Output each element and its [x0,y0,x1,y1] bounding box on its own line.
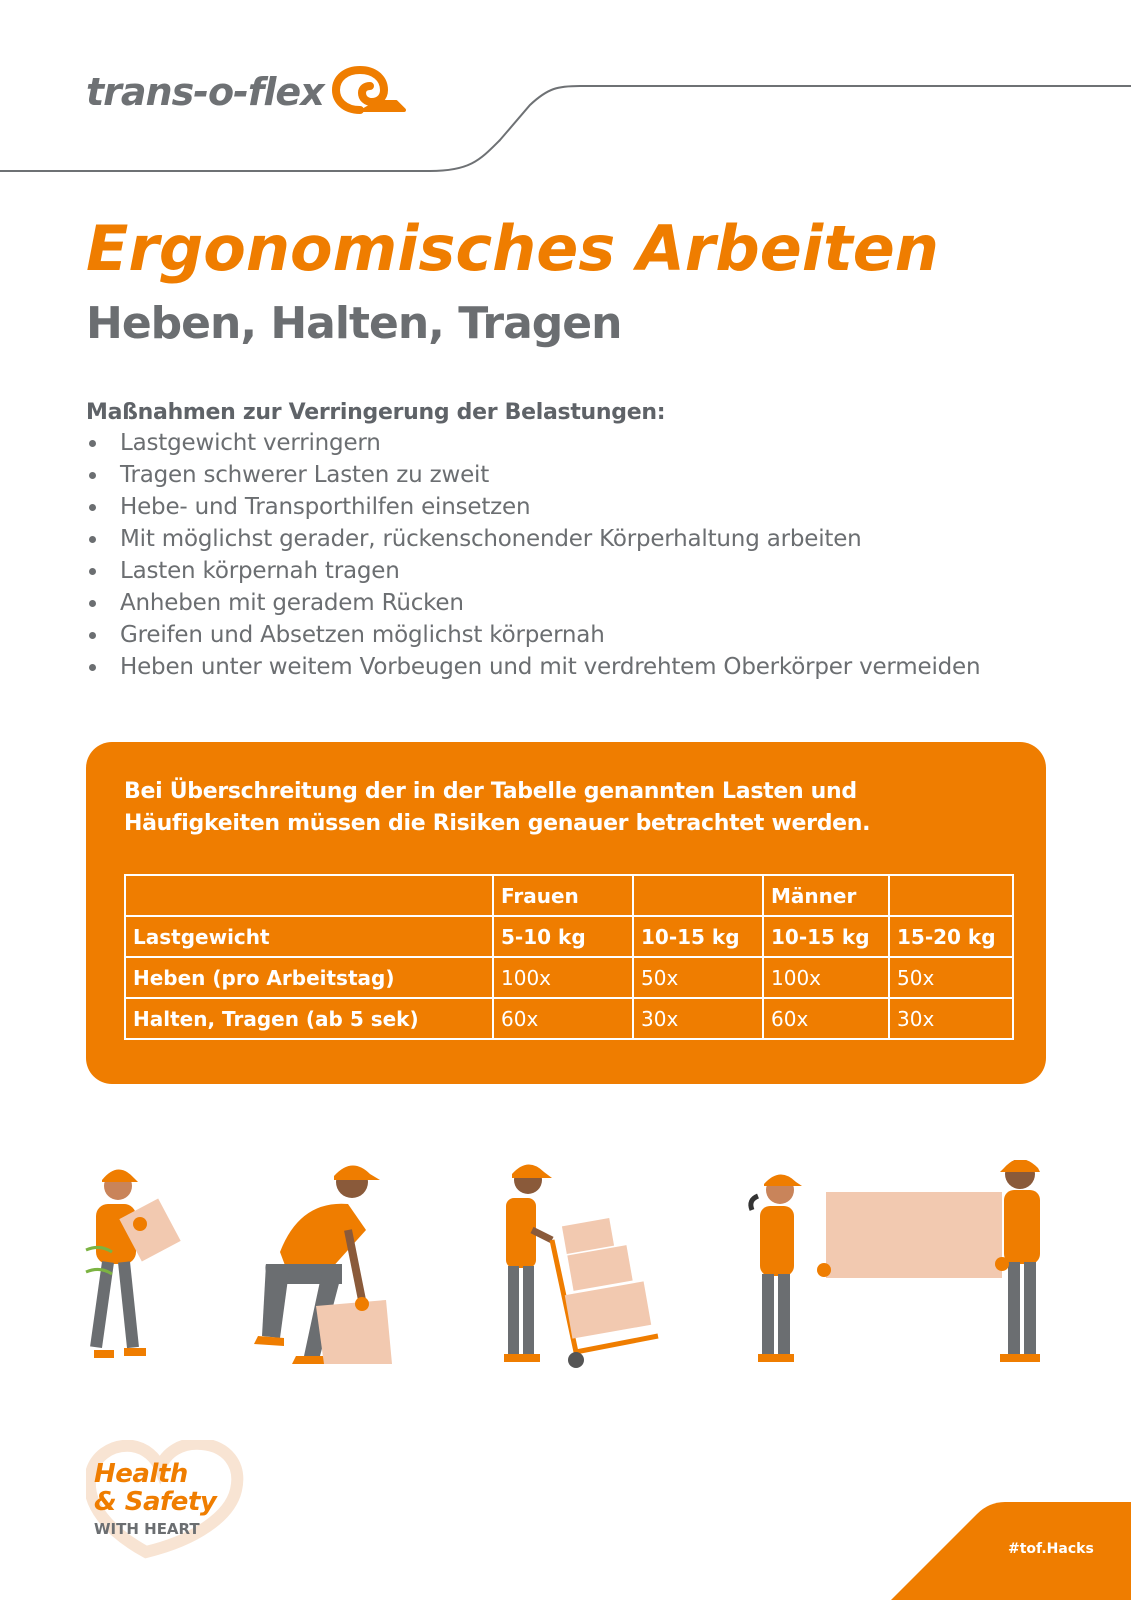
logo-swirl-icon [332,66,408,118]
table-row [125,957,1013,998]
logo-wordmark: trans-o-flex [86,70,324,114]
list-item: Greifen und Absetzen möglichst körpernah [86,619,1086,651]
table-cell: 60x [763,998,889,1039]
list-item: Hebe- und Transporthilfen einsetzen [86,491,1086,523]
table-cell: Halten, Tragen (ab 5 sek) [125,998,493,1039]
table-cell: 50x [889,957,1013,998]
measures-section [86,400,1086,683]
worker-lifting-box-icon [254,1165,392,1364]
hs-line-with-heart: WITH HEART [94,1520,200,1538]
list-item: Heben unter weitem Vorbeugen und mit verdrehtem Oberkörper vermeiden [86,651,1086,683]
measures-heading: Maßnahmen zur Verringerung der Belastungen: [86,400,666,425]
page-title: Ergonomisches Arbeiten [86,212,939,285]
load-limits-box [86,742,1046,1084]
table-cell: 100x [493,957,633,998]
table-cell: 10-15 kg [633,916,763,957]
load-limits-table [124,874,1014,1040]
table-cell: 60x [493,998,633,1039]
table-cell: 5-10 kg [493,916,633,957]
measures-list [86,427,1086,683]
list-item: Anheben mit geradem Rücken [86,587,1086,619]
table-cell: 10-15 kg [763,916,889,957]
limits-notice: Bei Überschreitung der in der Tabelle genannten Lasten und Häufigkeiten müssen die Risiken genauer betrachtet werden. [124,779,871,836]
list-item: Lastgewicht verringern [86,427,1086,459]
hashtag-label: #tof.Hacks [1008,1541,1094,1557]
table-cell: Heben (pro Arbeitstag) [125,957,493,998]
table-cell: 50x [633,957,763,998]
list-item: Lasten körpernah tragen [86,555,1086,587]
list-item: Tragen schwerer Lasten zu zweit [86,459,1086,491]
table-cell: 100x [763,957,889,998]
table-row [125,916,1013,957]
table-row [125,998,1013,1039]
hs-line-health: Health [94,1459,188,1489]
hs-line-safety: & Safety [94,1487,217,1517]
worker-carrying-box-icon [86,1169,181,1358]
table-cell: Lastgewicht [125,916,493,957]
table-cell: 30x [889,998,1013,1039]
worker-with-hand-truck-icon [504,1164,658,1368]
table-header-row [125,875,1013,916]
health-safety-logo [86,1440,256,1560]
health-safety-text [94,1460,216,1538]
table-cell: 30x [633,998,763,1039]
trans-o-flex-logo [86,66,408,118]
table-cell [633,875,763,916]
table-cell: 15-20 kg [889,916,1013,957]
list-item: Mit möglichst gerader, rückenschonender Körperhaltung arbeiten [86,523,1086,555]
page-subtitle: Heben, Halten, Tragen [86,298,622,349]
two-workers-carrying-box-icon [751,1160,1040,1362]
table-cell [889,875,1013,916]
table-cell: Frauen [493,875,633,916]
table-cell: Männer [763,875,889,916]
ergonomics-illustrations [80,1160,1060,1400]
table-cell [125,875,493,916]
